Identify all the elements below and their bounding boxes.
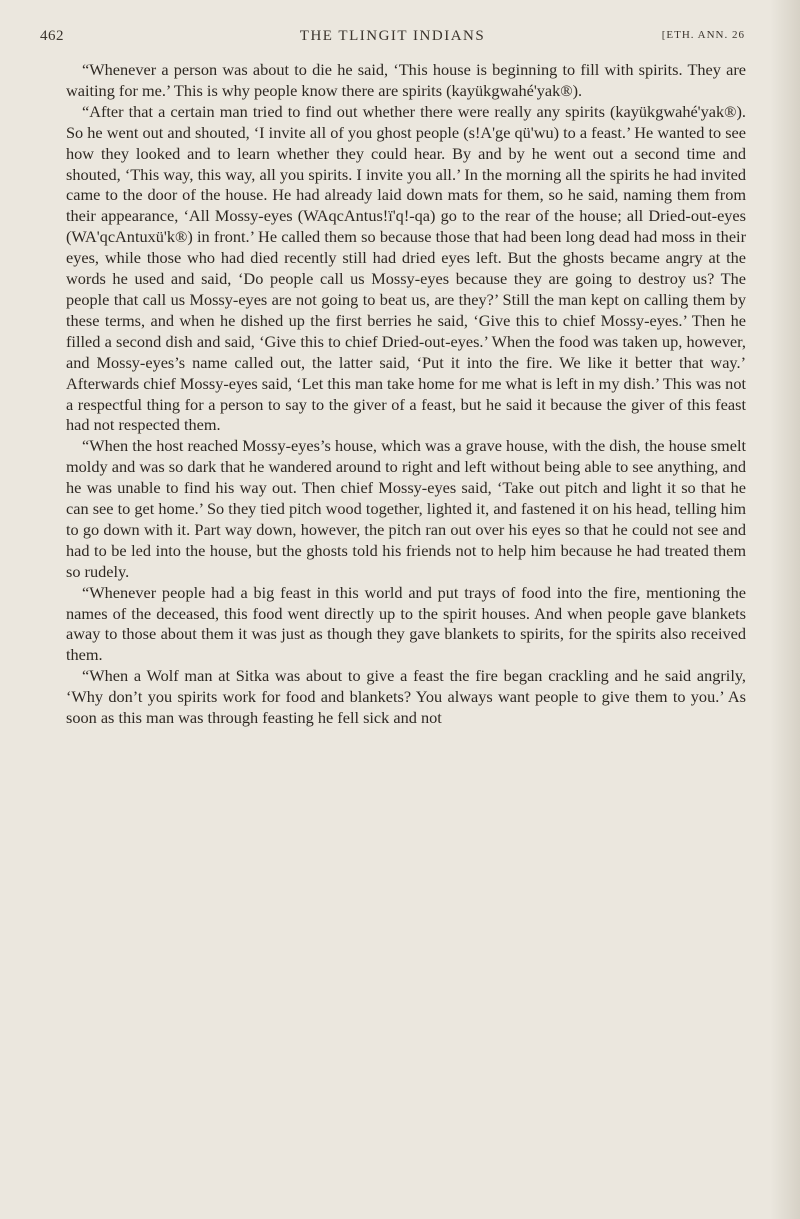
paragraph: “When the host reached Mossy-eyes’s house, which was a grave house, with the dish, the house smelt moldy and was so dark that he wandered around to right and left without being able to see anything, and he was unable to find his way out. Then chief Mossy-eyes said, ‘Take out pitch and light it so that he can see to get home.’ So they tied pitch wood together, lighted it, and fastened it on his head, telling him to go down with it. Part way down, however, the pitch ran out over his eyes so that he could not see and had to be led into the house, but the ghosts told his friends not to help him because he had treated them so rudely. [66,436,746,581]
paragraph: “When a Wolf man at Sitka was about to give a feast the fire began crackling and he said angrily, ‘Why don’t you spirits work for food and blankets? You always want people to give them to you.’ As soon as this man was through feasting he fell sick and not [66,666,746,728]
paragraph: “After that a certain man tried to find out whether there were really any spirits (kayükgwahé'yak®). So he went out and shouted, ‘I invite all of you ghost people (s!A'ge qü'wu) to a feast.’ He wanted to see how they looked and to learn whether they could hear. By and by he went out a second time and shouted, ‘This way, this way, all you spirits. I invite you all.’ In the morning all the spirits he had invited came to the door of the house. He had already laid down mats for them, so he said, naming them from their appearance, ‘All Mossy-eyes (WAqcAntus!ï'q!-qa) go to the rear of the house; all Dried-out-eyes (WA'qcAntuxü'k®) in front.’ He called them so because those that had been long dead had moss in their eyes, while those who had died recently still had dried eyes left. But the ghosts became angry at the words he used and said, ‘Do people call us Mossy-eyes because they are going to destroy us? The people that call us Mossy-eyes are not going to beat us, are they?’ Still the man kept on calling them by these terms, and when he dished up the first berries he said, ‘Give this to chief Mossy-eyes.’ Then he filled a second dish and said, ‘Give this to chief Dried-out-eyes.’ When the food was taken up, however, and Mossy-eyes’s name called out, the latter said, ‘Put it into the fire. We like it better that way.’ Afterwards chief Mossy-eyes said, ‘Let this man take home for me what is left in my dish.’ This was not a respectful thing for a person to say to the giver of a feast, but he said it because the giver of this feast had not respected them. [66,101,746,435]
page-edge-shadow [770,0,800,1219]
page-header [40,28,745,50]
running-title: THE TLINGIT INDIANS [299,28,486,44]
paragraph: “Whenever a person was about to die he said, ‘This house is beginning to fill with spirits. They are waiting for me.’ This is why people know there are spirits (kayükgwahé'yak®). [66,60,746,100]
running-reference: [ETH. ANN. 26 [661,29,745,41]
paragraph: “Whenever people had a big feast in this world and put trays of food into the fire, mentioning the names of the deceased, this food went directly up to the spirit houses. And when people gave blankets away to those about them it was just as though they gave blankets to spirits, for the spirits also received them. [66,582,746,665]
page-number: 462 [40,28,64,44]
body-text [66,60,746,729]
